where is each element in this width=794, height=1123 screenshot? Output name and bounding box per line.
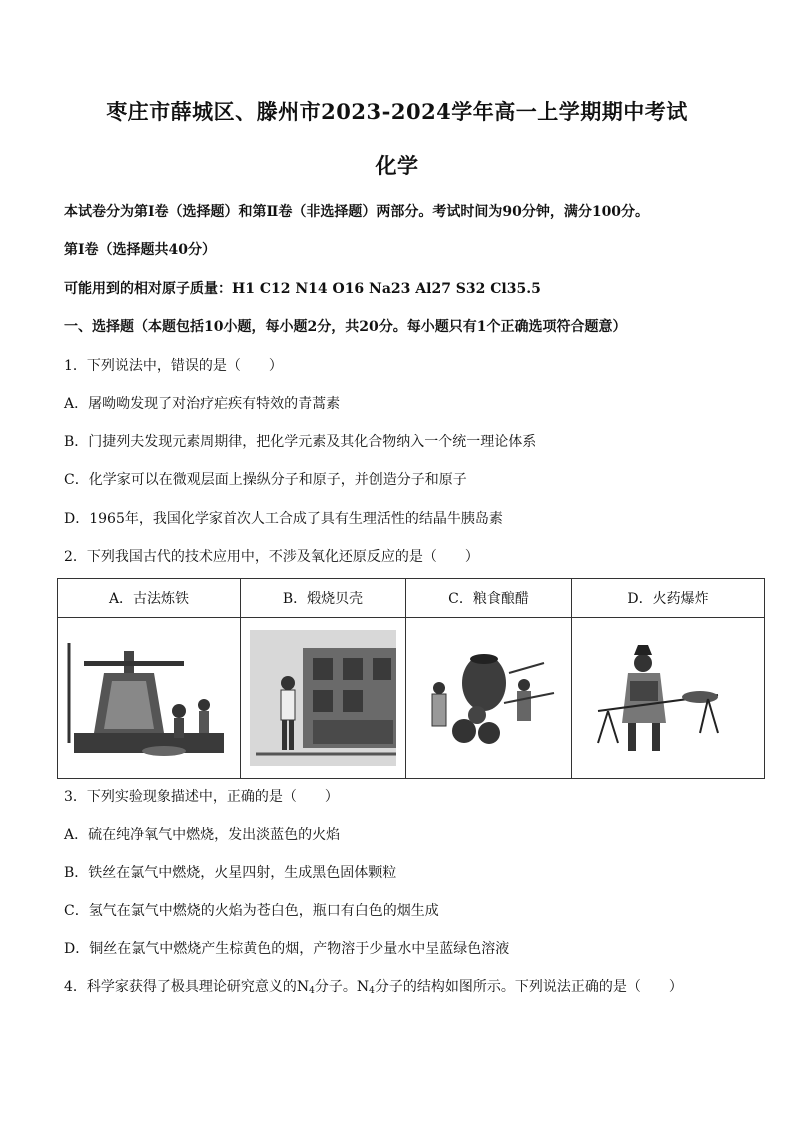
subject-title: 化学 — [375, 153, 419, 178]
shell-calcining-illustration — [248, 628, 398, 768]
q2-option-b-image-cell — [241, 618, 406, 779]
q1-option-a: A．屠呦呦发现了对治疗疟疾有特效的青蒿素 — [64, 396, 341, 412]
atomic-masses: 可能用到的相对原子质量：H1 C12 N14 O16 Na23 Al27 S32 Cl35.5 — [64, 281, 541, 297]
q2-option-d-image-cell — [572, 618, 765, 779]
q3-option-b: B．铁丝在氯气中燃烧，火星四射，生成黑色固体颗粒 — [64, 865, 397, 881]
q2-option-a-label: A．古法炼铁 — [58, 579, 241, 618]
q2-stem: 2．下列我国古代的技术应用中，不涉及氧化还原反应的是（ ） — [64, 549, 479, 565]
q3-option-d: D．铜丝在氯气中燃烧产生棕黄色的烟，产物溶于少量水中呈蓝绿色溶液 — [64, 941, 510, 957]
q1-option-d: D．1965年，我国化学家首次人工合成了具有生理活性的结晶牛胰岛素 — [64, 511, 503, 527]
q4-subscript-2: 4 — [369, 986, 375, 996]
q2-option-b-label: B．煅烧贝壳 — [241, 579, 406, 618]
q2-options-table — [57, 578, 765, 779]
q1-stem: 1．下列说法中，错误的是（ ） — [64, 358, 283, 374]
q4-stem-post: 分子的结构如图所示。下列说法正确的是（ ） — [374, 979, 683, 995]
exam-intro: 本试卷分为第Ⅰ卷（选择题）和第Ⅱ卷（非选择题）两部分。考试时间为90分钟，满分100分。 — [64, 204, 650, 220]
q1-option-c: C．化学家可以在微观层面上操纵分子和原子，并创造分子和原子 — [64, 472, 467, 488]
ancient-ironmaking-illustration — [64, 633, 234, 763]
part1-heading: 第Ⅰ卷（选择题共40分） — [64, 242, 217, 258]
q2-option-c-label: C．粮食酿醋 — [406, 579, 572, 618]
q2-option-a-image-cell — [58, 618, 241, 779]
q3-option-c: C．氢气在氯气中燃烧的火焰为苍白色，瓶口有白色的烟生成 — [64, 903, 439, 919]
q4-stem-pre: 4．科学家获得了极具理论研究意义的N — [64, 979, 310, 995]
section1-heading: 一、选择题（本题包括10小题，每小题2分，共20分。每小题只有1个正确选项符合题意） — [64, 319, 627, 335]
q4-stem — [64, 976, 754, 996]
q3-stem: 3．下列实验现象描述中，正确的是（ ） — [64, 789, 339, 805]
gunpowder-explosion-illustration — [588, 633, 748, 763]
q2-option-d-label: D．火药爆炸 — [572, 579, 765, 618]
q1-option-b: B．门捷列夫发现元素周期律，把化学元素及其化合物纳入一个统一理论体系 — [64, 434, 537, 450]
q4-stem-mid: 分子。N — [314, 979, 370, 995]
q2-option-c-image-cell — [406, 618, 572, 779]
exam-title: 枣庄市薛城区、滕州市2023-2024学年高一上学期期中考试 — [106, 99, 688, 124]
q4-subscript-1: 4 — [309, 986, 315, 996]
q3-option-a: A．硫在纯净氧气中燃烧，发出淡蓝色的火焰 — [64, 827, 341, 843]
vinegar-brewing-illustration — [414, 633, 564, 763]
